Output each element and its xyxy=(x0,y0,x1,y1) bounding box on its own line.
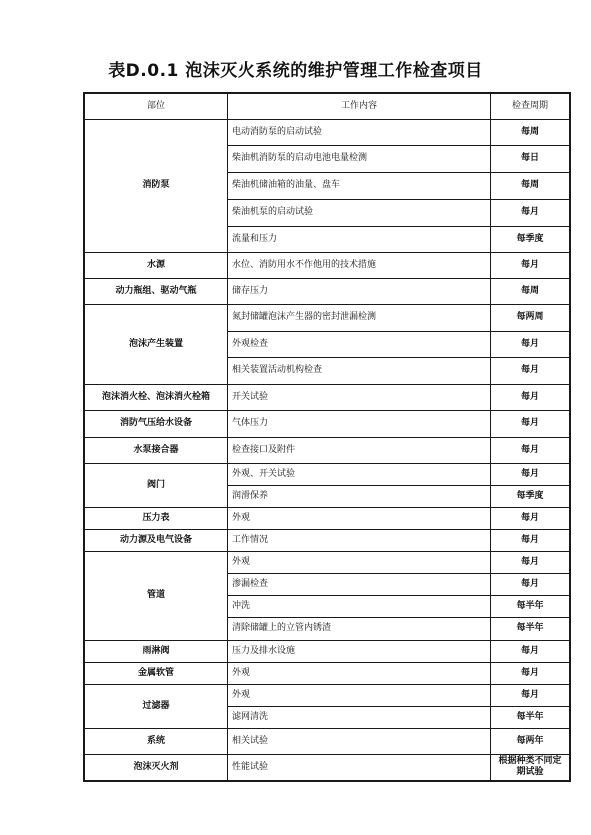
content-cell: 柴油机泵的启动试验 xyxy=(228,199,491,226)
table-row xyxy=(84,463,570,485)
part-cell: 消防泵 xyxy=(84,119,228,252)
period-cell: 每月 xyxy=(491,410,571,437)
part-cell: 消防气压给水设备 xyxy=(84,410,228,437)
content-cell: 检查接口及附件 xyxy=(228,437,491,463)
period-cell: 每月 xyxy=(491,573,571,595)
table-row xyxy=(84,410,570,437)
content-cell: 相关试验 xyxy=(228,728,491,754)
part-cell: 动力瓶组、驱动气瓶 xyxy=(84,278,228,304)
content-cell: 气体压力 xyxy=(228,410,491,437)
content-cell: 冲洗 xyxy=(228,595,491,617)
content-cell: 渗漏检查 xyxy=(228,573,491,595)
maintenance-table xyxy=(83,92,571,782)
period-cell: 每月 xyxy=(491,551,571,573)
table-row xyxy=(84,754,570,781)
period-cell: 每月 xyxy=(491,640,571,662)
part-cell: 水源 xyxy=(84,252,228,278)
period-cell: 每半年 xyxy=(491,617,571,640)
period-cell: 根据种类不同定期试验 xyxy=(491,754,571,781)
content-cell: 润滑保养 xyxy=(228,485,491,507)
period-cell: 每月 xyxy=(491,507,571,529)
header-part: 部位 xyxy=(84,93,228,119)
content-cell: 清除储罐上的立管内锈渣 xyxy=(228,617,491,640)
part-cell: 雨淋阀 xyxy=(84,640,228,662)
part-cell: 泡沫消火栓、泡沫消火栓箱 xyxy=(84,384,228,410)
content-cell: 外观 xyxy=(228,684,491,706)
table-row xyxy=(84,252,570,278)
content-cell: 相关装置活动机构检查 xyxy=(228,357,491,384)
period-cell: 每两周 xyxy=(491,304,571,331)
period-cell: 每月 xyxy=(491,662,571,684)
part-cell: 压力表 xyxy=(84,507,228,529)
period-cell: 每季度 xyxy=(491,226,571,252)
period-cell: 每月 xyxy=(491,529,571,551)
content-cell: 开关试验 xyxy=(228,384,491,410)
table-header-row xyxy=(84,93,570,119)
period-cell: 每周 xyxy=(491,172,571,199)
content-cell: 氮封储罐泡沫产生器的密封泄漏检测 xyxy=(228,304,491,331)
content-cell: 外观 xyxy=(228,551,491,573)
table-body xyxy=(84,93,570,781)
content-cell: 性能试验 xyxy=(228,754,491,781)
table-row xyxy=(84,437,570,463)
table-row xyxy=(84,119,570,145)
period-cell: 每半年 xyxy=(491,706,571,728)
period-cell: 每月 xyxy=(491,684,571,706)
part-cell: 金属软管 xyxy=(84,662,228,684)
content-cell: 储存压力 xyxy=(228,278,491,304)
content-cell: 压力及排水设施 xyxy=(228,640,491,662)
content-cell: 工作情况 xyxy=(228,529,491,551)
content-cell: 滤网清洗 xyxy=(228,706,491,728)
content-cell: 柴油机储油箱的油量、盘车 xyxy=(228,172,491,199)
period-cell: 每月 xyxy=(491,437,571,463)
period-cell: 每月 xyxy=(491,357,571,384)
part-cell: 管道 xyxy=(84,551,228,640)
page-title: 表D.0.1 泡沫灭火系统的维护管理工作检查项目 xyxy=(108,61,483,81)
part-cell: 系统 xyxy=(84,728,228,754)
table-row xyxy=(84,684,570,706)
period-cell: 每半年 xyxy=(491,595,571,617)
content-cell: 外观检查 xyxy=(228,331,491,357)
part-cell: 泡沫产生装置 xyxy=(84,304,228,384)
part-cell: 动力源及电气设备 xyxy=(84,529,228,551)
content-cell: 流量和压力 xyxy=(228,226,491,252)
table-row xyxy=(84,507,570,529)
table-row xyxy=(84,384,570,410)
period-cell: 每月 xyxy=(491,252,571,278)
part-cell: 水泵接合器 xyxy=(84,437,228,463)
content-cell: 外观 xyxy=(228,507,491,529)
header-period: 检查周期 xyxy=(491,93,571,119)
period-cell: 每月 xyxy=(491,384,571,410)
content-cell: 水位、消防用水不作他用的技术措施 xyxy=(228,252,491,278)
table-row xyxy=(84,662,570,684)
period-cell: 每月 xyxy=(491,199,571,226)
content-cell: 外观 xyxy=(228,662,491,684)
period-cell: 每月 xyxy=(491,331,571,357)
table-row xyxy=(84,278,570,304)
period-cell: 每月 xyxy=(491,463,571,485)
period-cell: 每两年 xyxy=(491,728,571,754)
table-row xyxy=(84,529,570,551)
period-cell: 每季度 xyxy=(491,485,571,507)
period-cell: 每周 xyxy=(491,278,571,304)
content-cell: 电动消防泵的启动试验 xyxy=(228,119,491,145)
part-cell: 阀门 xyxy=(84,463,228,507)
table-row xyxy=(84,728,570,754)
period-cell: 每周 xyxy=(491,119,571,145)
part-cell: 泡沫灭火剂 xyxy=(84,754,228,781)
content-cell: 柴油机消防泵的启动电池电量检测 xyxy=(228,145,491,172)
period-cell: 每日 xyxy=(491,145,571,172)
header-content: 工作内容 xyxy=(228,93,491,119)
content-cell: 外观、开关试验 xyxy=(228,463,491,485)
table-row xyxy=(84,304,570,331)
table-row xyxy=(84,551,570,573)
table-row xyxy=(84,640,570,662)
part-cell: 过滤器 xyxy=(84,684,228,728)
